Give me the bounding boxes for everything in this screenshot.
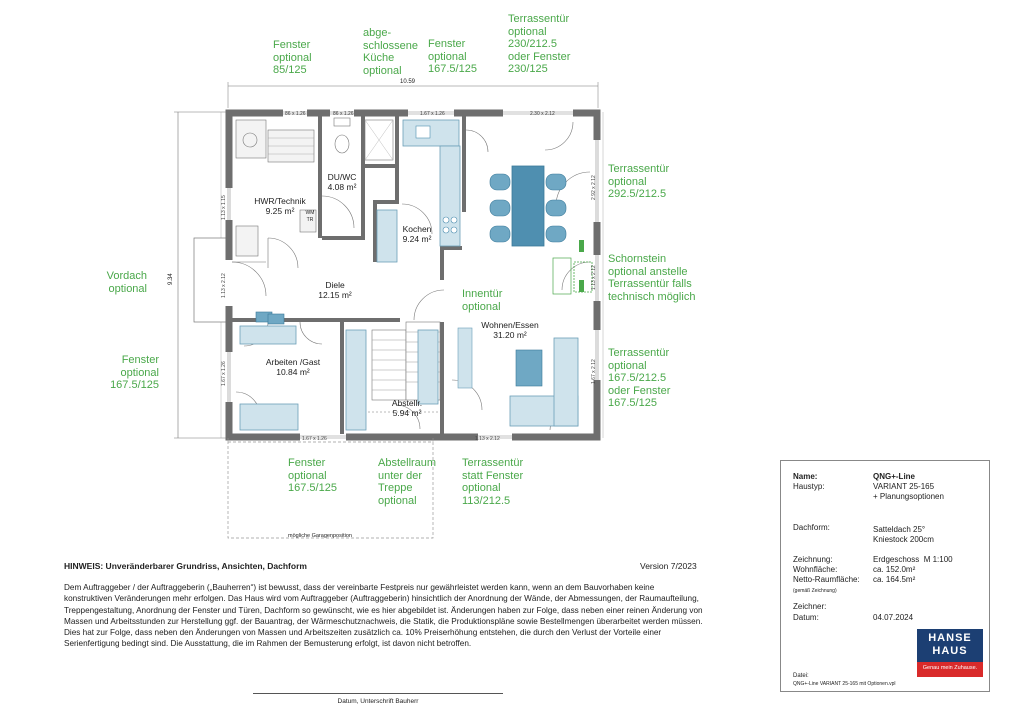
dimension-right-3: 1.67 x 2.12	[591, 359, 597, 384]
title-block	[780, 460, 990, 692]
dimension-left-2: 1.67 x 1.26	[221, 361, 227, 386]
option-abgeschlossene-kueche: abge- schlossene Küche optional	[363, 27, 419, 77]
room-label-wohnen-essen: Wohnen/Essen 31.20 m²	[481, 320, 539, 340]
option-innentuer: Innentür optional	[462, 288, 503, 313]
room-label-du-wc: DU/WC 4.08 m²	[327, 172, 357, 192]
dimension-bottom-2: 1.13 x 2.12	[475, 436, 500, 442]
dryer-label: TR	[306, 217, 314, 223]
garage-position-label: mögliche Garagenposition	[288, 533, 352, 539]
netto-raumflaeche-value: ca. 164.5m²	[873, 575, 916, 584]
option-abstellraum-treppe: Abstellraum unter der Treppe optional	[378, 457, 437, 507]
haustyp-label: Haustyp:	[793, 482, 825, 491]
haustyp-value: VARIANT 25-165 + Planungsoptionen	[873, 482, 944, 501]
room-label-kochen: Kochen 9.24 m²	[402, 224, 432, 244]
option-terrassentuer-113: Terrassentür statt Fenster optional 113/212.5	[462, 457, 524, 507]
option-terrassentuer-230: Terrassentür optional 230/212.5 oder Fenster 230/125	[508, 13, 571, 75]
room-label-arbeiten-gast: Arbeiten /Gast 10.84 m²	[265, 357, 321, 377]
option-fenster-167-top: Fenster optional 167.5/125	[428, 38, 477, 75]
datum-value: 04.07.2024	[873, 613, 914, 622]
dachform-label: Dachform:	[793, 523, 830, 532]
logo-slogan: Genau mein Zuhause.	[922, 665, 978, 671]
notice-title: HINWEIS: Unveränderbarer Grundriss, Ansichten, Dachform	[64, 561, 307, 571]
dimension-top-3: 1.67 x 1.26	[420, 111, 445, 117]
dimension-top-2: 86 x 1.26	[333, 111, 354, 117]
dachform-value: Satteldach 25° Kniestock 200cm	[873, 525, 934, 544]
room-label-hwr: HWR/Technik 9.25 m²	[254, 196, 306, 216]
dimension-bottom-1: 1.67 x 1.26	[302, 436, 327, 442]
option-terrassentuer-167: Terrassentür optional 167.5/212.5 oder Fenster 167.5/125	[608, 347, 671, 409]
option-fenster-167-left: Fenster optional 167.5/125	[110, 354, 159, 391]
zeichner-label: Zeichner:	[793, 602, 827, 611]
netto-raumflaeche-label: Netto-Raumfläche:	[793, 575, 860, 584]
overall-height-dimension: 9.34	[168, 273, 174, 285]
signature-line	[253, 693, 503, 694]
dimension-top-4: 2.30 x 2.12	[530, 111, 555, 117]
dimension-left-3: 1.13 x 1.15	[221, 195, 227, 220]
dimension-left-1: 1.13 x 2.12	[221, 273, 227, 298]
option-terrassentuer-292: Terrassentür optional 292.5/212.5	[608, 163, 670, 200]
dimension-right-1: 2.92 x 2.12	[591, 175, 597, 200]
wohnflaeche-value: ca. 152.0m²	[873, 565, 916, 574]
option-schornstein: Schornstein optional anstelle Terrassentür falls technisch möglich	[608, 253, 696, 303]
zeichnung-value: Erdgeschoss M 1:100	[873, 555, 953, 564]
gemaess-zeichnung-note: (gemäß Zeichnung)	[793, 588, 837, 594]
overall-width-dimension: 10.59	[400, 79, 416, 85]
notice-version: Version 7/2023	[640, 561, 697, 571]
washing-machine-label: WM	[305, 210, 315, 216]
option-fenster-85: Fenster optional 85/125	[273, 39, 312, 76]
name-label: Name:	[793, 472, 818, 481]
datei-value: QNG+-Line VARIANT 25-165 mit Optionen.vpl	[793, 681, 896, 687]
dimension-top-1: 86 x 1.26	[285, 111, 306, 117]
wohnflaeche-label: Wohnfläche:	[793, 565, 838, 574]
datum-label: Datum:	[793, 613, 819, 622]
signature-label: Datum, Unterschrift Bauherr	[337, 698, 419, 705]
room-label-abstellraum: Abstellr. 5.94 m²	[391, 398, 423, 418]
logo-text: HANSE HAUS	[928, 632, 972, 657]
name-value: QNG+-Line	[873, 472, 916, 481]
datei-label: Datei:	[793, 673, 809, 679]
hanse-haus-logo	[917, 629, 983, 677]
option-vordach: Vordach optional	[106, 270, 147, 295]
option-fenster-167-bottom: Fenster optional 167.5/125	[288, 457, 337, 494]
dimension-right-2: 1.13 x 2.12	[591, 265, 597, 290]
notice-body: Dem Auftraggeber / der Auftraggeberin („Bauherren“) ist bewusst, dass der vereinbarte Festpreis nur gewährleistet werden kann, wenn an dem Bauvorhaben keine konstruktiven Veränderungen mehr erfolgen. Das Haus wird vom Auftraggeber (Auftraggeberin) hinsichtlich der Anordnung der Wände, der Abmessungen, der Raumaufteilung, Treppengestaltung, Anordnung der Fenster und Türen, Dachform so gewünscht, wie es hier abgebildet ist. Änderungen haben zur Folge, dass neben einer reinen Änderung von Massen und Arbeitsstunden zur Herstellung ggf. der Bauantrag, der Wärmeschutznachweis, die Statik, die Produktionspläne sowie Bestellmengen überarbeitet werden müssen. Dies hat zur Folge, dass neben den Änderungen von Massen und Arbeitszeiten zusätzlich ca. 10% Preiserhöhung entstehen, die durch den Verlust der Vorteile einer Serienfertigung bedingt sind. Die Ausstattung, die im Rahmen der Bemusterung erfolgt, ist davon nicht betroffen.	[64, 583, 703, 649]
room-label-diele: Diele 12.15 m²	[318, 280, 352, 300]
zeichnung-label: Zeichnung:	[793, 555, 833, 564]
